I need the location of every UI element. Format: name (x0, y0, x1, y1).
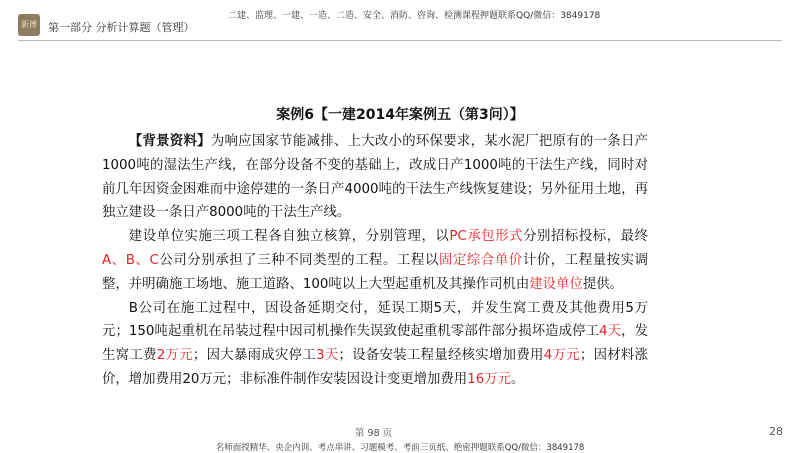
paragraph-contract (102, 225, 648, 296)
text-segment: 分别招标投标，最终 (523, 229, 649, 245)
text-segment: 提供。 (582, 276, 624, 292)
highlight-4-days: 4天 (599, 324, 622, 340)
highlight-companies: A、B、C (102, 252, 159, 268)
page-number: 第 98 页 (355, 428, 393, 439)
text-segment: 。 (511, 371, 525, 387)
text-segment: ；因大暴雨成灾停工 (192, 348, 317, 364)
header-contact: 二建、监理、一建、一造、二造、安全、消防、咨询、检测课程押题联系QQ/微信：3849178 (228, 11, 601, 21)
paragraph-events (102, 297, 648, 392)
text-segment: 建设单位实施三项工程各自独立核算，分别管理，以 (128, 229, 450, 245)
case-title: 案例6【一建2014年案例五（第3问）】 (276, 107, 524, 123)
highlight-16-wan: 16万元 (467, 371, 512, 387)
page-header (0, 0, 800, 40)
text-segment: ；因材料涨价，增加费用20万元；非标准件制作安装因设计变更增加费用 (102, 348, 648, 387)
highlight-2-wan: 2万元 (156, 348, 193, 364)
text-segment: 计价，工程量按实调整，并明确施工场地、施工道路、100吨以上大型起重机及其操作司机由 (102, 252, 649, 292)
brand-logo: 新傅 (18, 14, 40, 36)
highlight-owner: 建设单位 (529, 276, 583, 292)
highlight-unit-price: 固定综合单价 (438, 252, 523, 268)
text-segment: 公司分别承担了三种不同类型的工程。工程以 (158, 252, 439, 268)
case-content (102, 130, 648, 392)
text-segment: ，发生窝工费 (102, 324, 649, 364)
footer-contact: 名师面授精华、央企内训、考点串讲、习题模考、考前三页纸、绝密押题联系QQ/微信：3849178 (215, 443, 585, 453)
text-segment: ；设备安装工程量经核实增加费用 (338, 348, 544, 364)
section-title: 第一部分 分析计算题（管理） (48, 21, 195, 34)
text-segment: B公司在施工过程中，因设备延期交付，延误工期5天，并发生窝工费及其他费用5万元；150吨起重机在吊装过程中因司机操作失误致使起重机零部件部分损坏造成停工 (102, 300, 648, 340)
highlight-3-days: 3天 (316, 348, 339, 364)
highlight-4-wan: 4万元 (543, 348, 580, 364)
highlight-pc: PC承包形式 (449, 229, 524, 245)
header-divider (18, 40, 782, 41)
slide-number: 28 (769, 425, 783, 438)
paragraph-background (102, 130, 648, 225)
background-label: 【背景资料】 (128, 134, 211, 149)
background-text: 为响应国家节能减排、上大改小的环保要求，某水泥厂把原有的一条日产1000吨的湿法生产线，在部分设备不变的基础上，改成日产1000吨的干法生产线，同时对前几年因资金困难而中途停建的一条日产4000吨的干法生产线恢复建设；另外征用土地，再独立建设一条日产8000吨的干法生产线。 (102, 134, 649, 221)
